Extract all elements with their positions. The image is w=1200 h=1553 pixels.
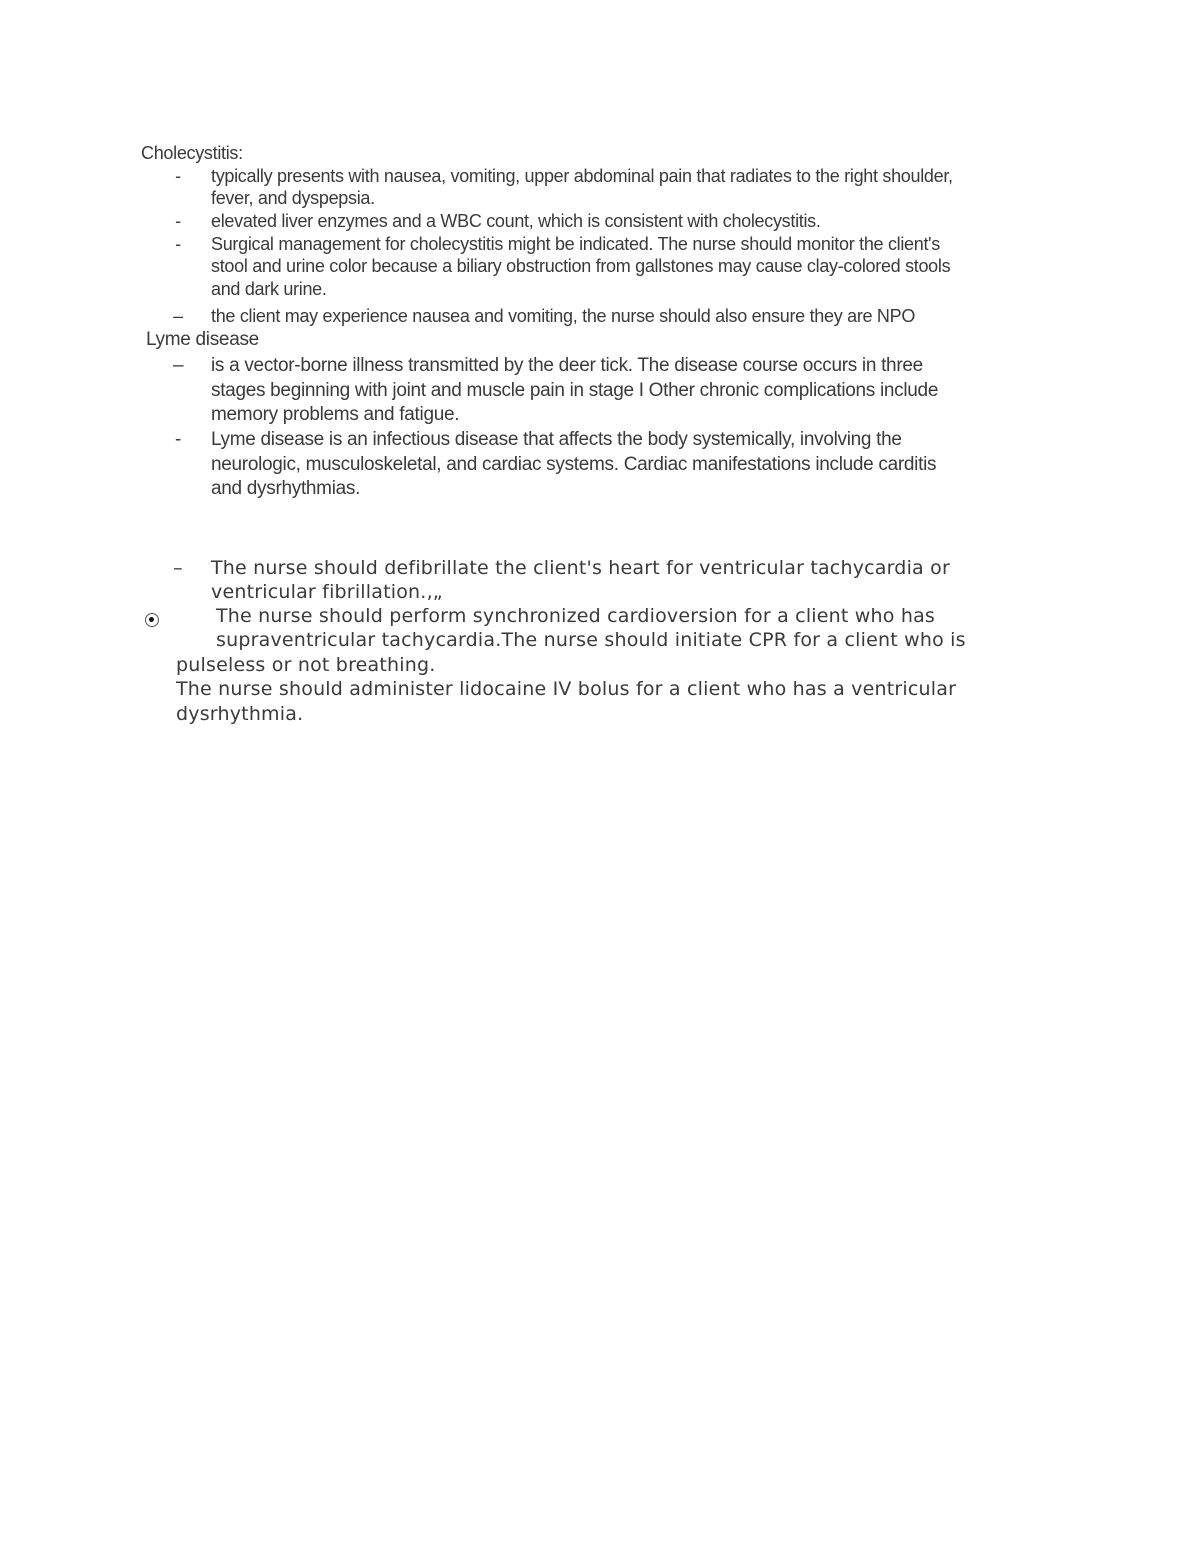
- list-item-line: and dysrhythmias.: [211, 478, 361, 499]
- list-item-line: Surgical management for cholecystitis might be indicated. The nurse should monitor the client's: [211, 234, 940, 254]
- paragraph-line: dysrhythmia.: [176, 703, 304, 725]
- section-heading: Lyme disease: [146, 329, 259, 350]
- dash-bullet-icon: –: [173, 355, 184, 376]
- list-item-line: Lyme disease is an infectious disease that affects the body systemically, involving the: [211, 429, 902, 450]
- list-item-line: typically presents with nausea, vomiting, upper abdominal pain that radiates to the right shoulder,: [211, 166, 953, 186]
- dash-bullet-icon: –: [173, 306, 183, 326]
- list-item-line: stages beginning with joint and muscle pain in stage I Other chronic complications include: [211, 380, 939, 401]
- list-item-line: The nurse should defibrillate the client's heart for ventricular tachycardia or: [211, 557, 950, 579]
- list-item-line: fever, and dyspepsia.: [211, 188, 375, 208]
- paragraph-line: The nurse should administer lidocaine IV bolus for a client who has a ventricular: [176, 678, 957, 700]
- list-item-line: supraventricular tachycardia.The nurse should initiate CPR for a client who is: [216, 629, 966, 651]
- list-item-line: ventricular fibrillation.‚„: [211, 581, 443, 603]
- radio-selected-icon[interactable]: [145, 613, 159, 627]
- list-item-line: the client may experience nausea and vomiting, the nurse should also ensure they are NPO: [211, 306, 916, 326]
- list-item-line: stool and urine color because a biliary obstruction from gallstones may cause clay-colored stools: [211, 256, 951, 276]
- section-heading: Cholecystitis:: [141, 143, 243, 163]
- list-item-line: The nurse should perform synchronized cardioversion for a client who has: [216, 605, 936, 627]
- list-item-line: memory problems and fatigue.: [211, 404, 460, 425]
- list-item-line: pulseless or not breathing.: [176, 654, 436, 676]
- list-item-line: neurologic, musculoskeletal, and cardiac systems. Cardiac manifestations include carditis: [211, 454, 937, 475]
- dash-bullet-icon: -: [175, 211, 181, 231]
- list-item-line: elevated liver enzymes and a WBC count, which is consistent with cholecystitis.: [211, 211, 821, 231]
- list-item-line: is a vector-borne illness transmitted by the deer tick. The disease course occurs in three: [211, 355, 923, 376]
- dash-bullet-icon: -: [174, 429, 182, 450]
- list-item-line: and dark urine.: [211, 279, 327, 299]
- dash-bullet-icon: -: [175, 166, 181, 186]
- dash-bullet-icon: -: [175, 234, 181, 254]
- dash-bullet-icon: –: [173, 557, 183, 579]
